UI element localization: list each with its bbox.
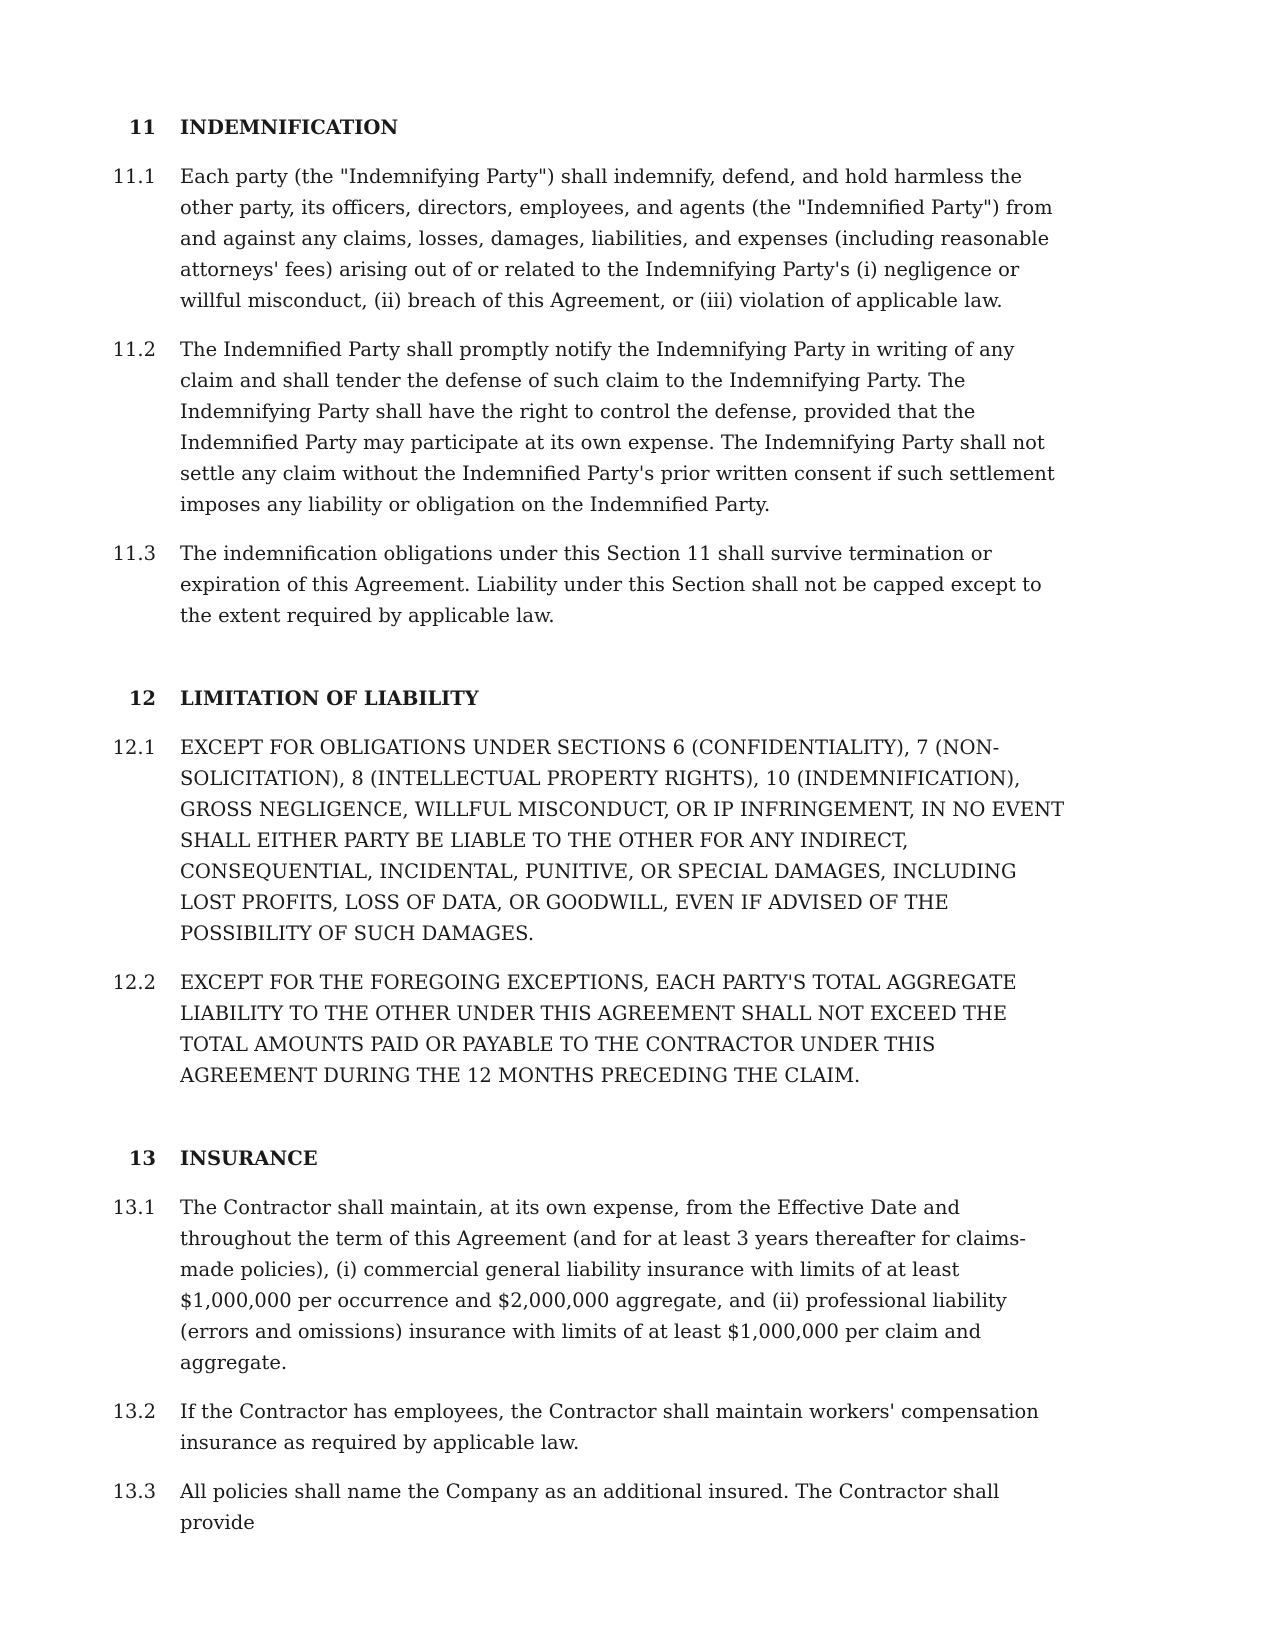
clause	[0, 732, 1275, 949]
clause-text: All policies shall name the Company as an additional insured. The Contractor shall provide	[180, 1480, 1000, 1534]
section-insurance	[0, 1143, 1275, 1538]
clause-number: 13.2	[112, 1400, 156, 1423]
clause	[0, 538, 1275, 631]
section-number: 11	[128, 116, 156, 139]
document-body	[0, 112, 1275, 1556]
section-number: 13	[128, 1147, 156, 1170]
section-number: 12	[128, 687, 156, 710]
section-title: INDEMNIFICATION	[180, 116, 399, 139]
clause-text: Each party (the "Indemnifying Party") shall indemnify, defend, and hold harmless the other party, its officers, directors, employees, and agents (the "Indemnified Party") from and against any claims, losses, damages, liabilities, and expenses (including reasonable attorneys' fees) arising out of or related to the Indemnifying Party's (i) negligence or willful misconduct, (ii) breach of this Agreement, or (iii) violation of applicable law.	[180, 165, 1053, 312]
clause-number: 12.1	[112, 736, 156, 759]
clause	[0, 1476, 1275, 1538]
clause	[0, 161, 1275, 316]
clause-number: 12.2	[112, 971, 156, 994]
section-limitation-of-liability	[0, 683, 1275, 1091]
clause-number: 13.1	[112, 1196, 156, 1219]
section-indemnification	[0, 112, 1275, 631]
clause-text: The Contractor shall maintain, at its own expense, from the Effective Date and throughout the term of this Agreement (and for at least 3 years thereafter for claims-made policies), (i) commercial general liability insurance with limits of at least $1,000,000 per occurrence and $2,000,000 aggregate, and (ii) professional liability (errors and omissions) insurance with limits of at least $1,000,000 per claim and aggregate.	[180, 1196, 1026, 1374]
clause-number: 11.2	[112, 338, 156, 361]
clause-text: If the Contractor has employees, the Contractor shall maintain workers' compensation insurance as required by applicable law.	[180, 1400, 1039, 1454]
section-heading	[0, 683, 1275, 714]
clause	[0, 1192, 1275, 1378]
clause-number: 13.3	[112, 1480, 156, 1503]
clause-text: EXCEPT FOR THE FOREGOING EXCEPTIONS, EACH PARTY'S TOTAL AGGREGATE LIABILITY TO THE OTHER UNDER THIS AGREEMENT SHALL NOT EXCEED THE TOTAL AMOUNTS PAID OR PAYABLE TO THE CONTRACTOR UNDER THIS AGREEMENT DURING THE 12 MONTHS PRECEDING THE CLAIM.	[180, 971, 1017, 1087]
clause-number: 11.1	[112, 165, 156, 188]
clause-number: 11.3	[112, 542, 156, 565]
clause	[0, 334, 1275, 520]
clause	[0, 967, 1275, 1091]
clause-text: EXCEPT FOR OBLIGATIONS UNDER SECTIONS 6 (CONFIDENTIALITY), 7 (NON-SOLICITATION), 8 (INTELLECTUAL PROPERTY RIGHTS), 10 (INDEMNIFICATION), GROSS NEGLIGENCE, WILLFUL MISCONDUCT, OR IP INFRINGEMENT, IN NO EVENT SHALL EITHER PARTY BE LIABLE TO THE OTHER FOR ANY INDIRECT, CONSEQUENTIAL, INCIDENTAL, PUNITIVE, OR SPECIAL DAMAGES, INCLUDING LOST PROFITS, LOSS OF DATA, OR GOODWILL, EVEN IF ADVISED OF THE POSSIBILITY OF SUCH DAMAGES.	[180, 736, 1065, 945]
section-heading	[0, 1143, 1275, 1174]
clause-text: The indemnification obligations under this Section 11 shall survive termination or expiration of this Agreement. Liability under this Section shall not be capped except to the extent required by applicable law.	[180, 542, 1042, 627]
clause-text: The Indemnified Party shall promptly notify the Indemnifying Party in writing of any claim and shall tender the defense of such claim to the Indemnifying Party. The Indemnifying Party shall have the right to control the defense, provided that the Indemnified Party may participate at its own expense. The Indemnifying Party shall not settle any claim without the Indemnified Party's prior written consent if such settlement imposes any liability or obligation on the Indemnified Party.	[180, 338, 1055, 516]
section-title: LIMITATION OF LIABILITY	[180, 687, 479, 710]
clause	[0, 1396, 1275, 1458]
section-title: INSURANCE	[180, 1147, 318, 1170]
section-heading	[0, 112, 1275, 143]
